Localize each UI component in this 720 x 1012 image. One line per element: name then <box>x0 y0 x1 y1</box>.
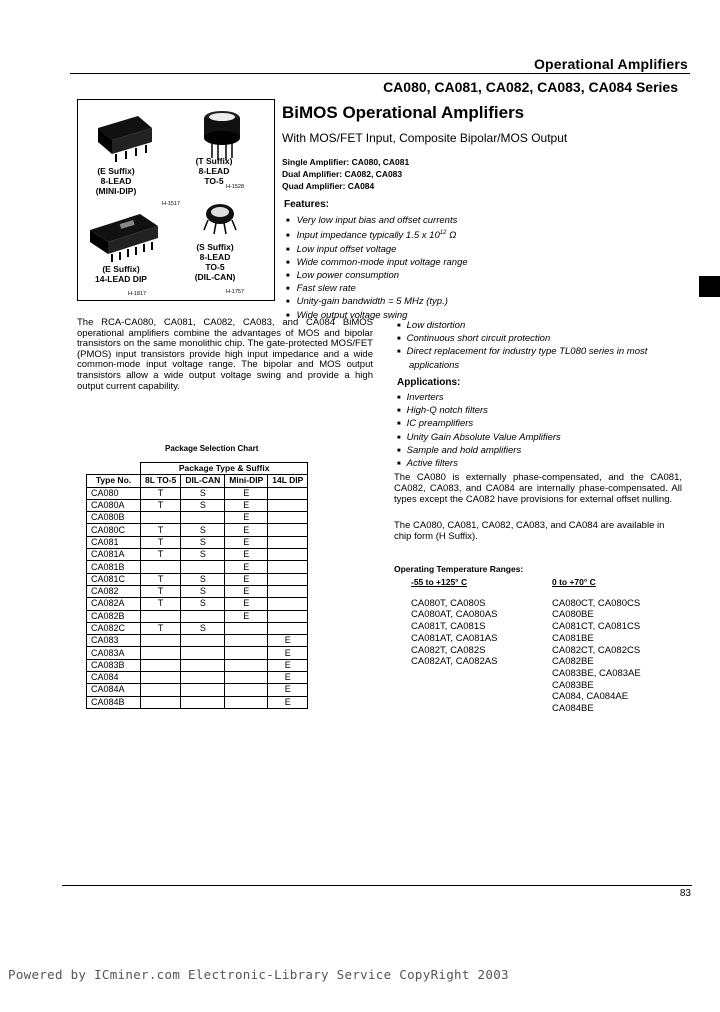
package-suffix-cell: T <box>141 524 181 536</box>
table-column-headers <box>87 475 308 487</box>
type-number-cell: CA081 <box>87 536 141 548</box>
to5-can-illustration <box>196 104 252 160</box>
table-row <box>87 487 308 499</box>
package-suffix-cell <box>141 512 181 524</box>
table-row <box>87 499 308 511</box>
package-suffix-cell: T <box>141 549 181 561</box>
commercial-temperature-column <box>552 577 641 715</box>
package-suffix-cell: T <box>141 598 181 610</box>
part-number: CA082AT, CA082AS <box>411 656 498 668</box>
temperature-heading: Operating Temperature Ranges: <box>394 564 524 574</box>
table-row <box>87 512 308 524</box>
type-number-cell: CA082A <box>87 598 141 610</box>
feature-item: ■ Very low input bias and offset currents <box>286 215 468 228</box>
table-row <box>87 536 308 548</box>
part-number: CA081BE <box>552 632 594 644</box>
to5-figure-number: H-1528 <box>226 184 245 190</box>
intro-paragraph: The RCA-CA080, CA081, CA082, CA083, and CA084 BiMOS operational amplifiers combine the advantages of MOS and bipolar transistors on the same monolithic chip. The gate-protected MOS/FET (PMOS) input transistors provide high input impedance and a wide common-mode input voltage range. The bipolar and MOS output transistors allow a wide output voltage swing and provide a high output current capability. <box>77 317 373 392</box>
table-row <box>87 549 308 561</box>
package-suffix-cell: E <box>225 549 268 561</box>
package-suffix-cell: E <box>268 696 308 708</box>
type-number-cell: CA082 <box>87 585 141 597</box>
table-row <box>87 585 308 597</box>
package-suffix-cell <box>268 536 308 548</box>
package-suffix-cell: E <box>225 499 268 511</box>
mini-dip-8-illustration <box>92 110 158 164</box>
applications-heading: Applications: <box>397 377 461 388</box>
package-suffix-cell: T <box>141 536 181 548</box>
type-number-cell: CA084 <box>87 672 141 684</box>
package-suffix-cell <box>268 585 308 597</box>
package-selection-table <box>86 462 308 709</box>
table-row <box>87 622 308 634</box>
footer-rule <box>62 885 692 886</box>
feature-item: ■ Direct replacement for industry type TL080 series in most applications <box>397 346 697 370</box>
type-number-cell: CA082C <box>87 622 141 634</box>
feature-item: ■ Low input offset voltage <box>286 244 468 257</box>
package-suffix-cell: E <box>225 512 268 524</box>
feature-item: ■ Fast slew rate <box>286 283 468 296</box>
package-suffix-cell: S <box>181 499 225 511</box>
package-suffix-cell: E <box>268 672 308 684</box>
package-suffix-cell <box>268 610 308 622</box>
package-suffix-cell <box>268 561 308 573</box>
package-suffix-cell: T <box>141 499 181 511</box>
package-suffix-cell <box>181 659 225 671</box>
package-suffix-cell: E <box>268 659 308 671</box>
type-number-cell: CA083A <box>87 647 141 659</box>
footer-watermark: Powered by ICminer.com Electronic-Library Service CopyRight 2003 <box>8 967 509 982</box>
package-suffix-cell <box>225 659 268 671</box>
feature-item: ■ Unity-gain bandwidth = 5 MHz (typ.) <box>286 296 468 309</box>
table-column-header: Type No. <box>87 475 141 487</box>
part-number: CA081AT, CA081AS <box>411 632 498 644</box>
package-suffix-cell: S <box>181 598 225 610</box>
package-suffix-cell <box>225 696 268 708</box>
table-row <box>87 672 308 684</box>
package-suffix-cell <box>181 684 225 696</box>
package-suffix-cell <box>141 696 181 708</box>
table-row <box>87 659 308 671</box>
package-suffix-cell <box>268 524 308 536</box>
type-number-cell: CA084A <box>87 684 141 696</box>
package-suffix-cell: T <box>141 487 181 499</box>
part-number: CA083BE <box>552 679 594 691</box>
amplifier-type: Dual Amplifier: CA082, CA083 <box>282 169 403 179</box>
package-suffix-cell <box>141 672 181 684</box>
feature-item: ■ Low power consumption <box>286 270 468 283</box>
feature-item: ■ Wide output voltage swing <box>286 310 468 323</box>
table-column-header: DIL-CAN <box>181 475 225 487</box>
type-number-cell: CA083B <box>87 659 141 671</box>
package-suffix-cell <box>181 672 225 684</box>
to5-label: (T Suffix) 8-LEAD TO-5 <box>195 156 233 186</box>
package-suffix-cell: S <box>181 585 225 597</box>
dip-14-label: (E Suffix) 14-LEAD DIP <box>95 264 147 284</box>
part-number: CA084BE <box>552 703 594 715</box>
package-suffix-cell <box>141 659 181 671</box>
selection-chart-title: Package Selection Chart <box>165 444 259 453</box>
package-suffix-cell <box>141 561 181 573</box>
package-suffix-cell <box>268 573 308 585</box>
features-heading: Features: <box>284 199 330 210</box>
part-number: CA081T, CA081S <box>411 621 486 633</box>
section-tab-marker <box>699 276 720 297</box>
table-corner <box>87 463 141 475</box>
features-list <box>286 215 468 323</box>
series-title: CA080, CA081, CA082, CA083, CA084 Series <box>383 79 678 95</box>
table-column-header: 14L DIP <box>268 475 308 487</box>
package-suffix-cell <box>141 647 181 659</box>
package-suffix-cell: E <box>225 585 268 597</box>
type-number-cell: CA081A <box>87 549 141 561</box>
part-number: CA082CT, CA082CS <box>552 644 641 656</box>
part-number: CA080T, CA080S <box>411 597 486 609</box>
package-suffix-cell: E <box>268 684 308 696</box>
mini-dip-8-figure-number: H-1517 <box>162 201 181 207</box>
package-suffix-cell: E <box>225 536 268 548</box>
table-column-header: 8L TO-5 <box>141 475 181 487</box>
package-suffix-cell <box>225 672 268 684</box>
package-suffix-cell: S <box>181 573 225 585</box>
table-row <box>87 684 308 696</box>
package-suffix-cell <box>268 512 308 524</box>
package-suffix-cell <box>181 512 225 524</box>
section-title: Operational Amplifiers <box>533 56 688 72</box>
package-suffix-cell <box>181 561 225 573</box>
amplifier-types <box>282 156 409 192</box>
package-suffix-cell <box>181 696 225 708</box>
feature-item: ■ Input impedance typically 1.5 x $10^{12}$ Ω <box>286 228 468 243</box>
part-number: CA082BE <box>552 656 594 668</box>
page-subtitle: With MOS/FET Input, Composite Bipolar/MOS Output <box>282 131 568 145</box>
package-suffix-cell <box>141 635 181 647</box>
applications-list <box>397 392 561 471</box>
type-number-cell: CA084B <box>87 696 141 708</box>
table-row <box>87 598 308 610</box>
table-row <box>87 696 308 708</box>
package-suffix-cell: E <box>225 487 268 499</box>
package-suffix-cell: E <box>225 610 268 622</box>
application-item: ■ Active filters <box>397 458 561 471</box>
amplifier-type: Quad Amplifier: CA084 <box>282 181 375 191</box>
table-row <box>87 610 308 622</box>
type-number-cell: CA080C <box>87 524 141 536</box>
package-suffix-cell <box>225 684 268 696</box>
table-body <box>87 487 308 708</box>
page-number: 83 <box>679 888 691 899</box>
dip-14-illustration <box>86 208 162 264</box>
amplifier-type: Single Amplifier: CA080, CA081 <box>282 157 410 167</box>
type-number-cell: CA081C <box>87 573 141 585</box>
feature-item: ■ Continuous short circuit protection <box>397 333 697 346</box>
package-suffix-cell: S <box>181 549 225 561</box>
application-item: ■ Inverters <box>397 392 561 405</box>
feature-item: ■ Low distortion <box>397 320 697 333</box>
package-suffix-cell: S <box>181 487 225 499</box>
package-suffix-cell <box>181 647 225 659</box>
package-suffix-cell: E <box>225 524 268 536</box>
military-temperature-column <box>411 577 497 668</box>
compensation-paragraph: The CA080 is externally phase-compensated, and the CA081, CA082, CA083, and CA084 are internally phase-compensated. All types except the CA082 have provisions for external offset nulling. <box>394 472 682 505</box>
application-item: ■ Unity Gain Absolute Value Amplifiers <box>397 432 561 445</box>
table-row <box>87 573 308 585</box>
page-title: BiMOS Operational Amplifiers <box>282 103 525 122</box>
table-row <box>87 561 308 573</box>
package-suffix-cell: T <box>141 585 181 597</box>
part-number: CA080BE <box>552 609 594 621</box>
package-suffix-cell: T <box>141 573 181 585</box>
dil-can-figure-number: H-1757 <box>226 289 245 295</box>
military-range-header: -55 to +125° C <box>411 577 468 587</box>
dip-14-figure-number: H-1817 <box>128 291 147 297</box>
features-list-continued <box>397 320 697 371</box>
package-suffix-cell <box>268 549 308 561</box>
application-item: ■ High-Q notch filters <box>397 405 561 418</box>
table-group-header: Package Type & Suffix <box>141 463 308 475</box>
package-suffix-cell: E <box>268 635 308 647</box>
part-number: CA083BE, CA083AE <box>552 667 641 679</box>
part-number: CA080AT, CA080AS <box>411 609 498 621</box>
application-item: ■ Sample and hold amplifiers <box>397 445 561 458</box>
package-suffix-cell: E <box>268 647 308 659</box>
package-suffix-cell: S <box>181 536 225 548</box>
package-suffix-cell <box>141 684 181 696</box>
type-number-cell: CA080A <box>87 499 141 511</box>
chip-form-paragraph: The CA080, CA081, CA082, CA083, and CA084 are available in chip form (H Suffix). <box>394 520 665 542</box>
header-rule <box>70 73 690 74</box>
package-suffix-cell <box>225 622 268 634</box>
package-suffix-cell <box>181 610 225 622</box>
package-suffix-cell <box>225 635 268 647</box>
commercial-range-header: 0 to +70° C <box>552 577 596 587</box>
package-suffix-cell: E <box>225 561 268 573</box>
package-suffix-cell <box>141 610 181 622</box>
type-number-cell: CA080 <box>87 487 141 499</box>
package-suffix-cell <box>268 487 308 499</box>
type-number-cell: CA080B <box>87 512 141 524</box>
part-number: CA084, CA084AE <box>552 691 629 703</box>
feature-item: ■ Wide common-mode input voltage range <box>286 257 468 270</box>
package-suffix-cell: E <box>225 598 268 610</box>
dil-can-illustration <box>198 192 242 236</box>
package-suffix-cell: S <box>181 524 225 536</box>
mini-dip-8-label: (E Suffix) 8-LEAD (MINI-DIP) <box>95 166 137 196</box>
table-row <box>87 647 308 659</box>
part-number: CA081CT, CA081CS <box>552 621 641 633</box>
package-suffix-cell <box>225 647 268 659</box>
package-illustrations <box>77 99 275 301</box>
package-suffix-cell <box>181 635 225 647</box>
package-suffix-cell: T <box>141 622 181 634</box>
part-number: CA080CT, CA080CS <box>552 597 641 609</box>
type-number-cell: CA082B <box>87 610 141 622</box>
part-number: CA082T, CA082S <box>411 644 486 656</box>
application-item: ■ IC preamplifiers <box>397 418 561 431</box>
package-suffix-cell <box>268 499 308 511</box>
package-suffix-cell: E <box>225 573 268 585</box>
table-column-header: Mini-DIP <box>225 475 268 487</box>
dil-can-label: (S Suffix) 8-LEAD TO-5 (DIL-CAN) <box>194 242 236 282</box>
type-number-cell: CA081B <box>87 561 141 573</box>
type-number-cell: CA083 <box>87 635 141 647</box>
package-suffix-cell: S <box>181 622 225 634</box>
table-row <box>87 524 308 536</box>
package-suffix-cell <box>268 598 308 610</box>
table-row <box>87 635 308 647</box>
package-suffix-cell <box>268 622 308 634</box>
